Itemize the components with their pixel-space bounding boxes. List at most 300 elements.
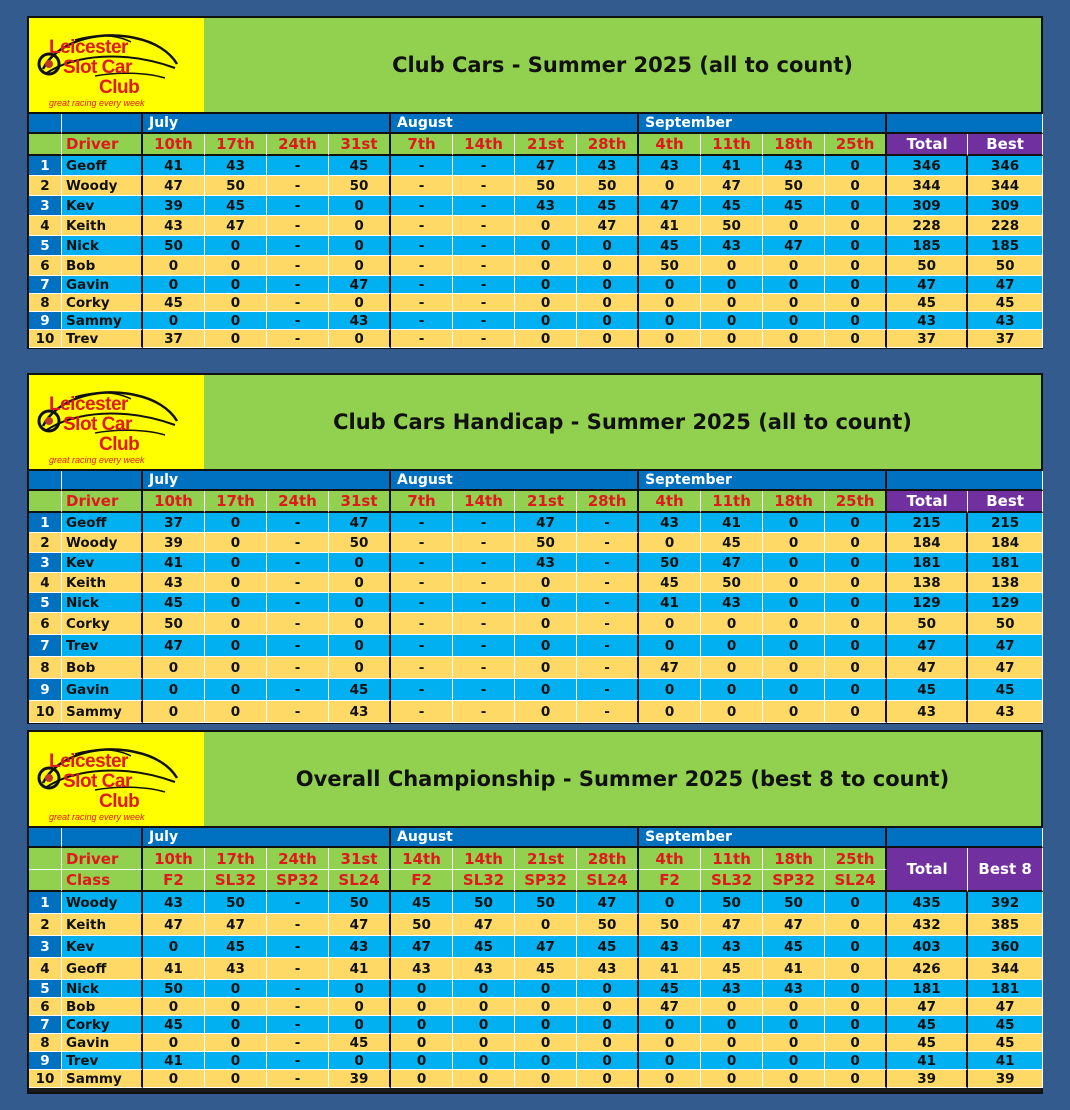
- score-cell: -: [577, 593, 639, 613]
- table-row: [29, 914, 1043, 936]
- score-cell: 0: [515, 1052, 577, 1070]
- class-cell: SL24: [329, 870, 391, 892]
- logo-line2: Slot Car: [63, 57, 132, 78]
- score-cell: 0: [205, 1052, 267, 1070]
- score-cell: -: [453, 657, 515, 679]
- score-cell: 0: [825, 998, 887, 1016]
- month-july: July: [143, 828, 391, 848]
- driver-name: Kev: [62, 553, 143, 573]
- score-cell: -: [577, 635, 639, 657]
- score-cell: 0: [143, 276, 205, 294]
- position-cell: 7: [29, 1016, 62, 1034]
- score-cell: 50: [763, 892, 825, 914]
- class-cell: F2: [639, 870, 701, 892]
- score-cell: 41: [143, 1052, 205, 1070]
- score-cell: 0: [639, 635, 701, 657]
- score-cell: 45: [763, 196, 825, 216]
- score-cell: 43: [143, 573, 205, 593]
- date-header: 24th: [267, 134, 329, 156]
- score-cell: -: [453, 312, 515, 330]
- standings-table: [29, 114, 1043, 348]
- score-cell: 0: [329, 1016, 391, 1034]
- score-cell: 0: [143, 256, 205, 276]
- score-cell: 0: [205, 533, 267, 553]
- score-cell: -: [453, 593, 515, 613]
- date-header: 14th: [453, 848, 515, 870]
- score-cell: 0: [391, 998, 453, 1016]
- score-cell: 0: [825, 958, 887, 980]
- month-blank: [29, 114, 62, 134]
- score-cell: 0: [515, 312, 577, 330]
- best-cell: 385: [968, 914, 1043, 936]
- score-cell: 0: [701, 276, 763, 294]
- score-cell: 0: [763, 1016, 825, 1034]
- score-cell: 0: [763, 330, 825, 348]
- score-cell: 0: [205, 276, 267, 294]
- score-cell: 43: [205, 958, 267, 980]
- score-cell: 0: [205, 998, 267, 1016]
- score-cell: 0: [701, 657, 763, 679]
- score-cell: 0: [639, 1016, 701, 1034]
- date-header: 14th: [391, 848, 453, 870]
- score-cell: 47: [329, 276, 391, 294]
- score-cell: 0: [701, 998, 763, 1016]
- total-cell: 403: [887, 936, 968, 958]
- table-row: [29, 892, 1043, 914]
- score-cell: 0: [701, 1034, 763, 1052]
- position-cell: 6: [29, 998, 62, 1016]
- score-cell: 0: [577, 276, 639, 294]
- pos-header: [29, 491, 62, 513]
- driver-name: Keith: [62, 216, 143, 236]
- score-cell: 0: [639, 613, 701, 635]
- score-cell: 0: [763, 1070, 825, 1088]
- total-cell: 45: [887, 1034, 968, 1052]
- score-cell: 0: [763, 553, 825, 573]
- score-cell: 47: [329, 513, 391, 533]
- best-header: Best: [968, 134, 1043, 156]
- score-cell: -: [391, 256, 453, 276]
- score-cell: -: [267, 533, 329, 553]
- best-cell: 346: [968, 156, 1043, 176]
- table-row: [29, 553, 1043, 573]
- date-header: 4th: [639, 491, 701, 513]
- score-cell: 0: [763, 998, 825, 1016]
- position-cell: 9: [29, 679, 62, 701]
- score-cell: 0: [701, 294, 763, 312]
- score-cell: 43: [763, 156, 825, 176]
- score-cell: 0: [577, 256, 639, 276]
- driver-name: Sammy: [62, 701, 143, 723]
- driver-name: Corky: [62, 613, 143, 635]
- score-cell: 45: [205, 196, 267, 216]
- score-cell: 0: [701, 256, 763, 276]
- score-cell: 41: [763, 958, 825, 980]
- score-cell: 0: [577, 998, 639, 1016]
- score-cell: -: [267, 980, 329, 998]
- score-cell: 0: [329, 216, 391, 236]
- date-header: 28th: [577, 134, 639, 156]
- month-august: August: [391, 471, 639, 491]
- score-cell: 43: [701, 593, 763, 613]
- score-cell: 43: [391, 958, 453, 980]
- position-cell: 1: [29, 513, 62, 533]
- score-cell: 45: [639, 573, 701, 593]
- total-cell: 50: [887, 256, 968, 276]
- date-header: 10th: [143, 848, 205, 870]
- date-header: 10th: [143, 134, 205, 156]
- month-blank: [887, 828, 1043, 848]
- driver-header: Driver: [62, 848, 143, 870]
- score-cell: -: [453, 196, 515, 216]
- position-cell: 6: [29, 613, 62, 635]
- driver-name: Trev: [62, 635, 143, 657]
- score-cell: 43: [329, 312, 391, 330]
- class-cell: F2: [143, 870, 205, 892]
- score-cell: 0: [825, 936, 887, 958]
- total-cell: 37: [887, 330, 968, 348]
- logo-line1: Leicester: [49, 37, 128, 58]
- month-september: September: [639, 114, 887, 134]
- score-cell: 0: [701, 312, 763, 330]
- score-cell: 0: [701, 613, 763, 635]
- score-cell: -: [267, 914, 329, 936]
- total-cell: 344: [887, 176, 968, 196]
- score-cell: 0: [825, 657, 887, 679]
- score-cell: 0: [825, 679, 887, 701]
- month-blank: [887, 471, 1043, 491]
- score-cell: -: [577, 513, 639, 533]
- score-cell: 47: [143, 914, 205, 936]
- table-row: [29, 1016, 1043, 1034]
- score-cell: 0: [763, 294, 825, 312]
- score-cell: 43: [639, 156, 701, 176]
- score-cell: 0: [453, 1034, 515, 1052]
- score-cell: 0: [329, 1052, 391, 1070]
- score-cell: 0: [825, 553, 887, 573]
- score-cell: 0: [825, 573, 887, 593]
- month-july: July: [143, 114, 391, 134]
- score-cell: -: [391, 593, 453, 613]
- score-cell: -: [267, 998, 329, 1016]
- driver-name: Geoff: [62, 958, 143, 980]
- score-cell: 0: [453, 1070, 515, 1088]
- best-cell: 129: [968, 593, 1043, 613]
- driver-name: Corky: [62, 1016, 143, 1034]
- table-row: [29, 276, 1043, 294]
- score-cell: 0: [825, 1034, 887, 1052]
- score-cell: 0: [205, 294, 267, 312]
- score-cell: 0: [329, 573, 391, 593]
- score-cell: 0: [329, 998, 391, 1016]
- score-cell: 0: [763, 276, 825, 294]
- score-cell: -: [267, 176, 329, 196]
- score-cell: -: [267, 196, 329, 216]
- score-cell: 0: [701, 701, 763, 723]
- table-title: Club Cars Handicap - Summer 2025 (all to count): [333, 410, 912, 434]
- score-cell: 0: [143, 679, 205, 701]
- pos-header: [29, 870, 62, 892]
- score-cell: 0: [205, 657, 267, 679]
- score-cell: 41: [701, 513, 763, 533]
- score-cell: 0: [329, 256, 391, 276]
- total-header: Total: [887, 848, 968, 892]
- panel-header: [29, 375, 1041, 471]
- date-header: 7th: [391, 134, 453, 156]
- score-cell: 0: [825, 613, 887, 635]
- best-cell: 344: [968, 176, 1043, 196]
- class-cell: SP32: [267, 870, 329, 892]
- month-august: August: [391, 828, 639, 848]
- table-row: [29, 533, 1043, 553]
- score-cell: 0: [577, 330, 639, 348]
- month-august: August: [391, 114, 639, 134]
- score-cell: 43: [763, 980, 825, 998]
- score-cell: 45: [577, 196, 639, 216]
- score-cell: -: [391, 236, 453, 256]
- total-cell: 426: [887, 958, 968, 980]
- position-cell: 1: [29, 156, 62, 176]
- score-cell: 47: [763, 236, 825, 256]
- score-cell: 0: [763, 216, 825, 236]
- score-cell: 0: [453, 998, 515, 1016]
- score-cell: 0: [825, 312, 887, 330]
- score-cell: -: [391, 294, 453, 312]
- score-cell: 45: [701, 958, 763, 980]
- score-cell: 0: [577, 980, 639, 998]
- month-blank: [887, 114, 1043, 134]
- total-cell: 43: [887, 701, 968, 723]
- driver-name: Geoff: [62, 156, 143, 176]
- score-cell: 45: [763, 936, 825, 958]
- score-cell: 43: [701, 936, 763, 958]
- score-cell: 0: [329, 980, 391, 998]
- table-row: [29, 312, 1043, 330]
- score-cell: 0: [577, 236, 639, 256]
- score-cell: 43: [577, 958, 639, 980]
- score-cell: 0: [515, 998, 577, 1016]
- date-header: 31st: [329, 491, 391, 513]
- logo-line2: Slot Car: [63, 414, 132, 435]
- position-cell: 10: [29, 1070, 62, 1088]
- score-cell: -: [577, 553, 639, 573]
- driver-name: Corky: [62, 294, 143, 312]
- score-cell: 47: [329, 914, 391, 936]
- best-cell: 43: [968, 701, 1043, 723]
- score-cell: 47: [515, 936, 577, 958]
- score-cell: 0: [205, 1016, 267, 1034]
- score-cell: 0: [763, 679, 825, 701]
- total-cell: 47: [887, 998, 968, 1016]
- score-cell: 50: [577, 914, 639, 936]
- score-cell: 0: [329, 593, 391, 613]
- score-cell: 50: [701, 216, 763, 236]
- pos-header: [29, 848, 62, 870]
- driver-header: Driver: [62, 134, 143, 156]
- class-cell: SL24: [825, 870, 887, 892]
- table-row: [29, 936, 1043, 958]
- total-cell: 346: [887, 156, 968, 176]
- score-cell: 47: [143, 635, 205, 657]
- month-september: September: [639, 828, 887, 848]
- position-cell: 7: [29, 635, 62, 657]
- logo-tagline: great racing every week: [49, 98, 145, 108]
- best-cell: 50: [968, 613, 1043, 635]
- score-cell: -: [267, 256, 329, 276]
- panel-header: [29, 732, 1041, 828]
- score-cell: 0: [515, 1016, 577, 1034]
- score-cell: 47: [515, 156, 577, 176]
- score-cell: 0: [825, 513, 887, 533]
- score-cell: 43: [205, 156, 267, 176]
- month-july: July: [143, 471, 391, 491]
- logo-line1: Leicester: [49, 394, 128, 415]
- score-cell: 0: [763, 513, 825, 533]
- table-row: [29, 236, 1043, 256]
- score-cell: 0: [763, 701, 825, 723]
- table-row: [29, 1052, 1043, 1070]
- score-cell: 43: [143, 216, 205, 236]
- score-cell: 41: [639, 216, 701, 236]
- total-header: Total: [887, 134, 968, 156]
- score-cell: 43: [577, 156, 639, 176]
- score-cell: -: [391, 553, 453, 573]
- score-cell: 0: [825, 196, 887, 216]
- score-cell: -: [453, 276, 515, 294]
- position-cell: 10: [29, 330, 62, 348]
- score-cell: 0: [577, 312, 639, 330]
- score-cell: 0: [639, 892, 701, 914]
- date-header: 25th: [825, 848, 887, 870]
- score-cell: -: [577, 573, 639, 593]
- score-cell: 50: [701, 892, 763, 914]
- score-cell: 50: [577, 176, 639, 196]
- score-cell: 0: [391, 1016, 453, 1034]
- total-cell: 432: [887, 914, 968, 936]
- score-cell: 41: [701, 156, 763, 176]
- driver-name: Woody: [62, 892, 143, 914]
- table-row: [29, 613, 1043, 635]
- score-cell: 0: [329, 196, 391, 216]
- score-cell: -: [267, 294, 329, 312]
- best-cell: 47: [968, 276, 1043, 294]
- table-row: [29, 998, 1043, 1016]
- date-header: 14th: [453, 134, 515, 156]
- date-header: 11th: [701, 491, 763, 513]
- best-cell: 184: [968, 533, 1043, 553]
- driver-name: Kev: [62, 936, 143, 958]
- class-cell: SL32: [453, 870, 515, 892]
- logo-tagline: great racing every week: [49, 812, 145, 822]
- score-cell: -: [391, 176, 453, 196]
- best-cell: 47: [968, 657, 1043, 679]
- score-cell: 0: [205, 513, 267, 533]
- month-blank: [62, 828, 143, 848]
- score-cell: -: [267, 1034, 329, 1052]
- score-cell: 43: [515, 196, 577, 216]
- total-cell: 45: [887, 679, 968, 701]
- score-cell: 0: [825, 1016, 887, 1034]
- date-header: 17th: [205, 491, 267, 513]
- score-cell: 0: [143, 701, 205, 723]
- logo-line3: Club: [99, 791, 140, 812]
- score-cell: 41: [143, 553, 205, 573]
- score-cell: -: [453, 156, 515, 176]
- score-cell: 50: [205, 892, 267, 914]
- score-cell: 45: [701, 533, 763, 553]
- score-cell: 0: [515, 330, 577, 348]
- score-cell: 0: [329, 613, 391, 635]
- score-cell: 0: [205, 613, 267, 635]
- driver-name: Gavin: [62, 679, 143, 701]
- score-cell: -: [391, 156, 453, 176]
- best-cell: 45: [968, 1034, 1043, 1052]
- score-cell: -: [391, 573, 453, 593]
- score-cell: 50: [763, 176, 825, 196]
- score-cell: 50: [515, 176, 577, 196]
- driver-name: Woody: [62, 533, 143, 553]
- score-cell: 0: [453, 980, 515, 998]
- score-cell: -: [267, 330, 329, 348]
- logo-line2: Slot Car: [63, 771, 132, 792]
- score-cell: -: [453, 256, 515, 276]
- month-blank: [29, 828, 62, 848]
- score-cell: 0: [143, 936, 205, 958]
- position-cell: 6: [29, 256, 62, 276]
- score-cell: 0: [205, 1070, 267, 1088]
- score-cell: 50: [143, 236, 205, 256]
- date-header: 25th: [825, 134, 887, 156]
- table-row: [29, 573, 1043, 593]
- score-cell: 45: [329, 1034, 391, 1052]
- score-cell: 0: [763, 312, 825, 330]
- score-cell: -: [267, 657, 329, 679]
- score-cell: 0: [639, 294, 701, 312]
- score-cell: 47: [639, 998, 701, 1016]
- score-cell: -: [267, 892, 329, 914]
- best-cell: 50: [968, 256, 1043, 276]
- table-row: [29, 657, 1043, 679]
- class-cell: SL32: [205, 870, 267, 892]
- score-cell: 0: [515, 573, 577, 593]
- score-cell: -: [267, 216, 329, 236]
- table-row: [29, 513, 1043, 533]
- score-cell: 0: [639, 276, 701, 294]
- month-september: September: [639, 471, 887, 491]
- score-cell: 0: [701, 1016, 763, 1034]
- total-cell: 181: [887, 553, 968, 573]
- score-cell: 0: [701, 635, 763, 657]
- score-cell: 45: [639, 236, 701, 256]
- score-cell: 47: [453, 914, 515, 936]
- standings-panel-2: [27, 373, 1043, 724]
- logo-line1: Leicester: [49, 751, 128, 772]
- score-cell: 47: [639, 196, 701, 216]
- score-cell: 47: [639, 657, 701, 679]
- score-cell: 0: [205, 635, 267, 657]
- score-cell: 45: [391, 892, 453, 914]
- score-cell: 0: [763, 573, 825, 593]
- score-cell: 0: [391, 1052, 453, 1070]
- score-cell: 0: [639, 701, 701, 723]
- score-cell: 0: [825, 1052, 887, 1070]
- score-cell: -: [453, 679, 515, 701]
- date-header: 31st: [329, 134, 391, 156]
- score-cell: 50: [329, 892, 391, 914]
- table-row: [29, 593, 1043, 613]
- score-cell: 0: [515, 294, 577, 312]
- score-cell: 0: [515, 679, 577, 701]
